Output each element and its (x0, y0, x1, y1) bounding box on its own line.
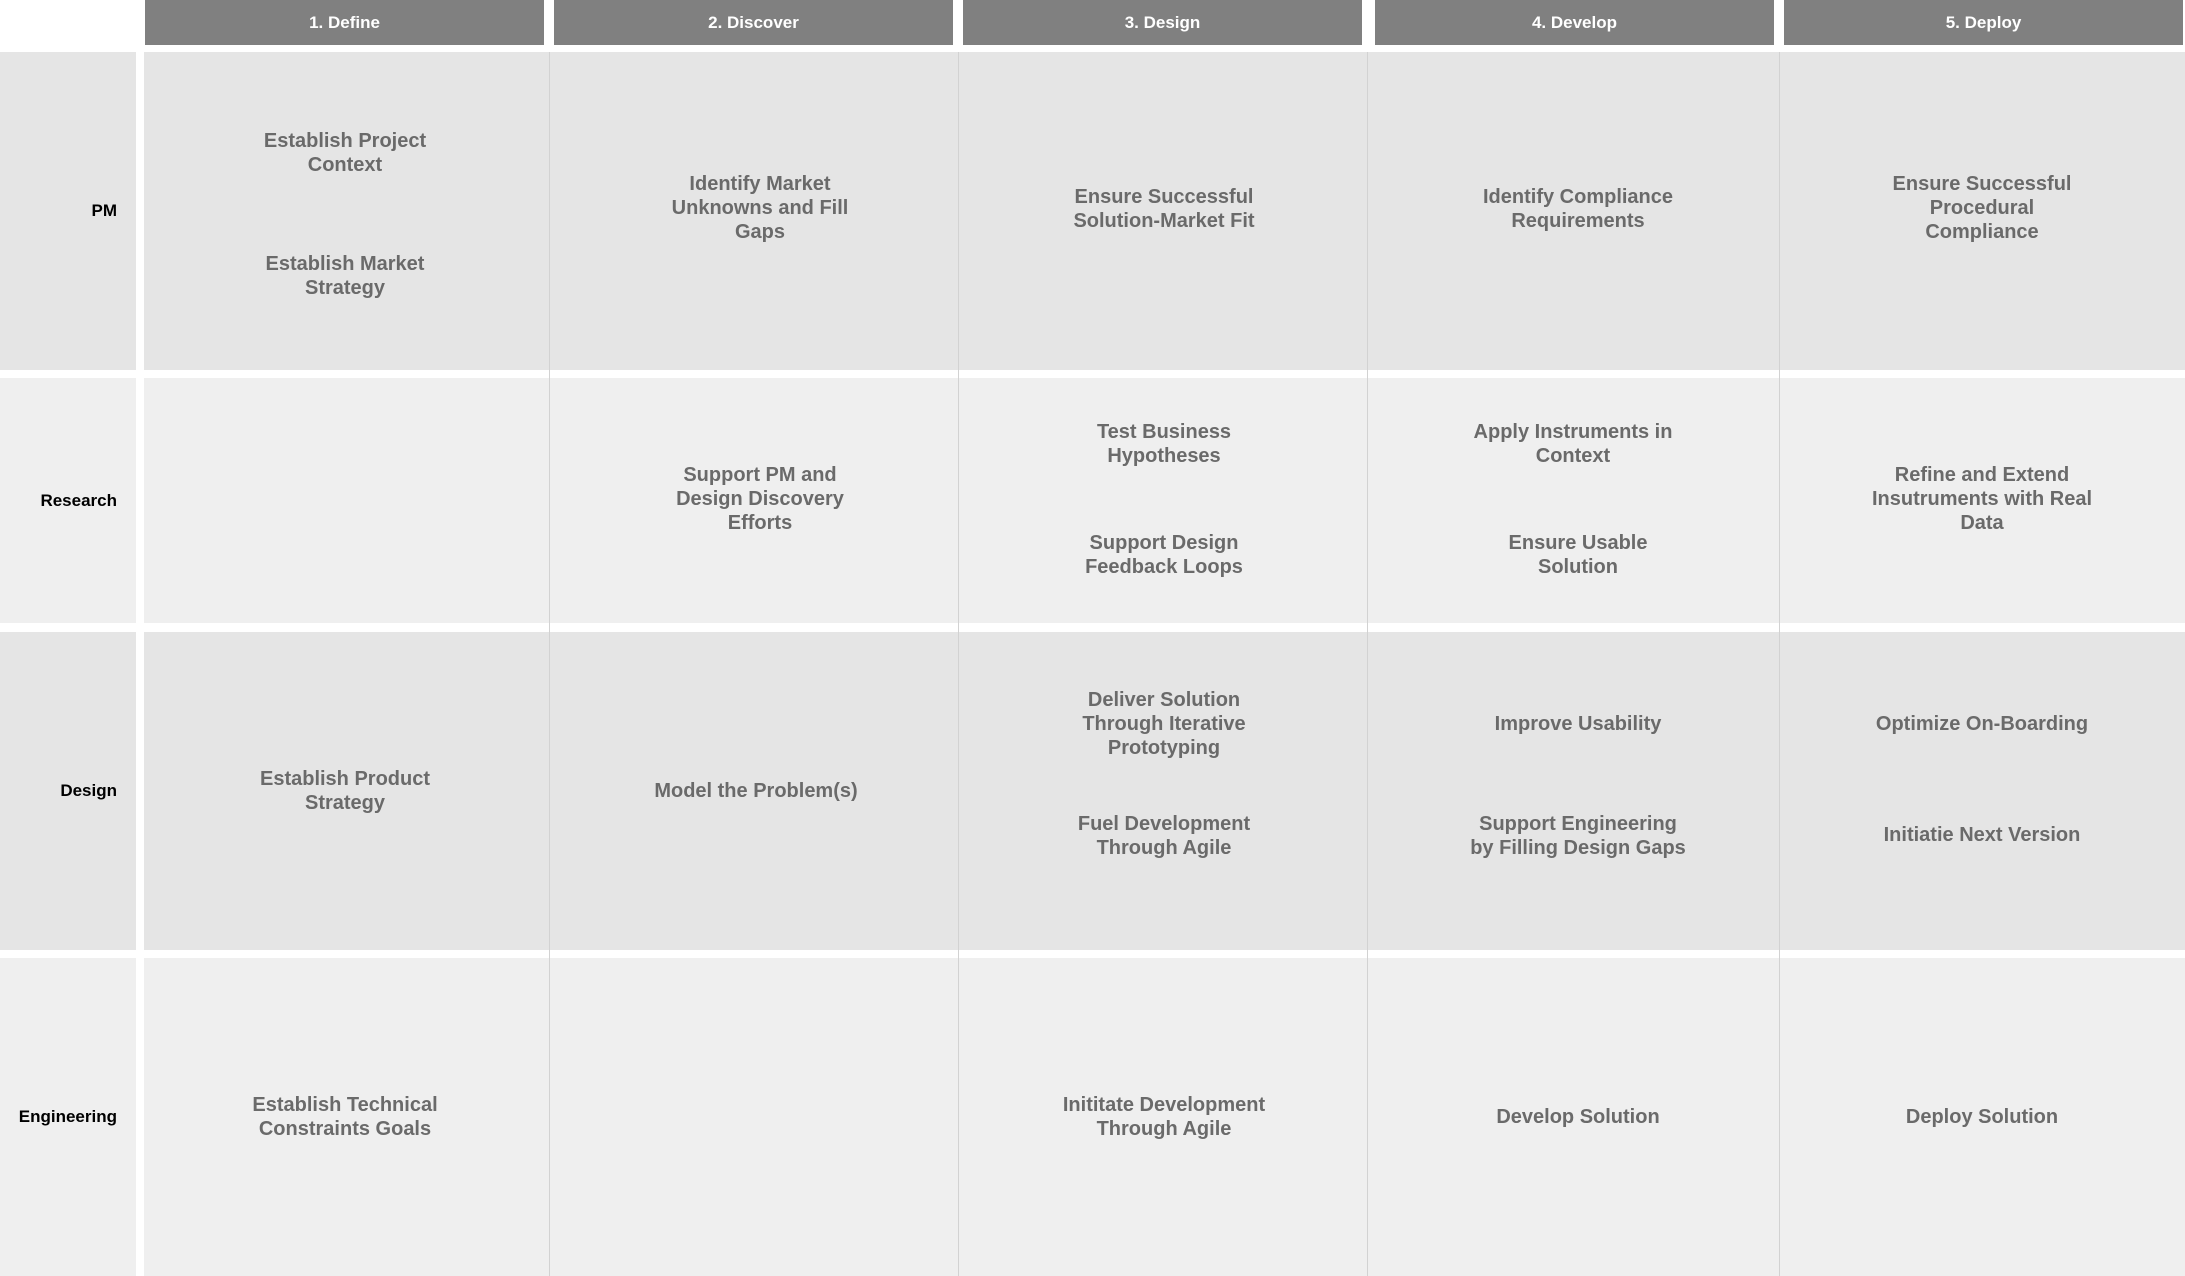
matrix-item: Inititate Development Through Agile (1062, 1094, 1266, 1140)
matrix-item: Support Design Feedback Loops (1085, 532, 1243, 578)
role-label-engineering: Engineering (0, 958, 136, 1276)
matrix-item: Model the Problem(s) (654, 780, 858, 802)
matrix-item: Ensure Successful Procedural Compliance (1892, 173, 2072, 243)
matrix-item: Initiatie Next Version (1883, 824, 2081, 846)
matrix-item: Refine and Extend Insutruments with Real Data (1871, 464, 2093, 534)
matrix-item: Establish Project Context (263, 130, 427, 176)
matrix-item: Establish Product Strategy (259, 768, 431, 814)
matrix-item: Support Engineering by Filling Design Gaps (1470, 813, 1686, 859)
role-label-pm: PM (0, 52, 136, 370)
phase-header-design: 3. Design (963, 0, 1362, 45)
phase-header-deploy: 5. Deploy (1784, 0, 2183, 45)
column-divider (958, 52, 959, 1276)
role-label-design: Design (0, 632, 136, 950)
matrix-item: Fuel Development Through Agile (1077, 813, 1251, 859)
matrix-item: Improve Usability (1494, 713, 1662, 735)
phase-header-define: 1. Define (145, 0, 544, 45)
matrix-item: Test Business Hypotheses (1096, 421, 1232, 467)
matrix-item: Identify Market Unknowns and Fill Gaps (671, 173, 849, 243)
phase-header-develop: 4. Develop (1375, 0, 1774, 45)
matrix-item: Identify Compliance Requirements (1482, 186, 1674, 232)
phase-header-discover: 2. Discover (554, 0, 953, 45)
role-label-research: Research (0, 378, 136, 623)
matrix-item: Optimize On-Boarding (1875, 713, 2089, 735)
column-divider (1779, 52, 1780, 1276)
column-divider (549, 52, 550, 1276)
matrix-item: Establish Market Strategy (265, 253, 425, 299)
matrix-item: Develop Solution (1496, 1106, 1660, 1128)
matrix-item: Apply Instruments in Context (1473, 421, 1673, 467)
column-divider (1367, 52, 1368, 1276)
matrix-item: Deliver Solution Through Iterative Prototyping (1082, 689, 1246, 759)
matrix-item: Support PM and Design Discovery Efforts (676, 464, 844, 534)
matrix-item: Deploy Solution (1905, 1106, 2059, 1128)
matrix-item: Establish Technical Constraints Goals (252, 1094, 438, 1140)
matrix-item: Ensure Usable Solution (1508, 532, 1648, 578)
matrix-item: Ensure Successful Solution-Market Fit (1073, 186, 1255, 232)
